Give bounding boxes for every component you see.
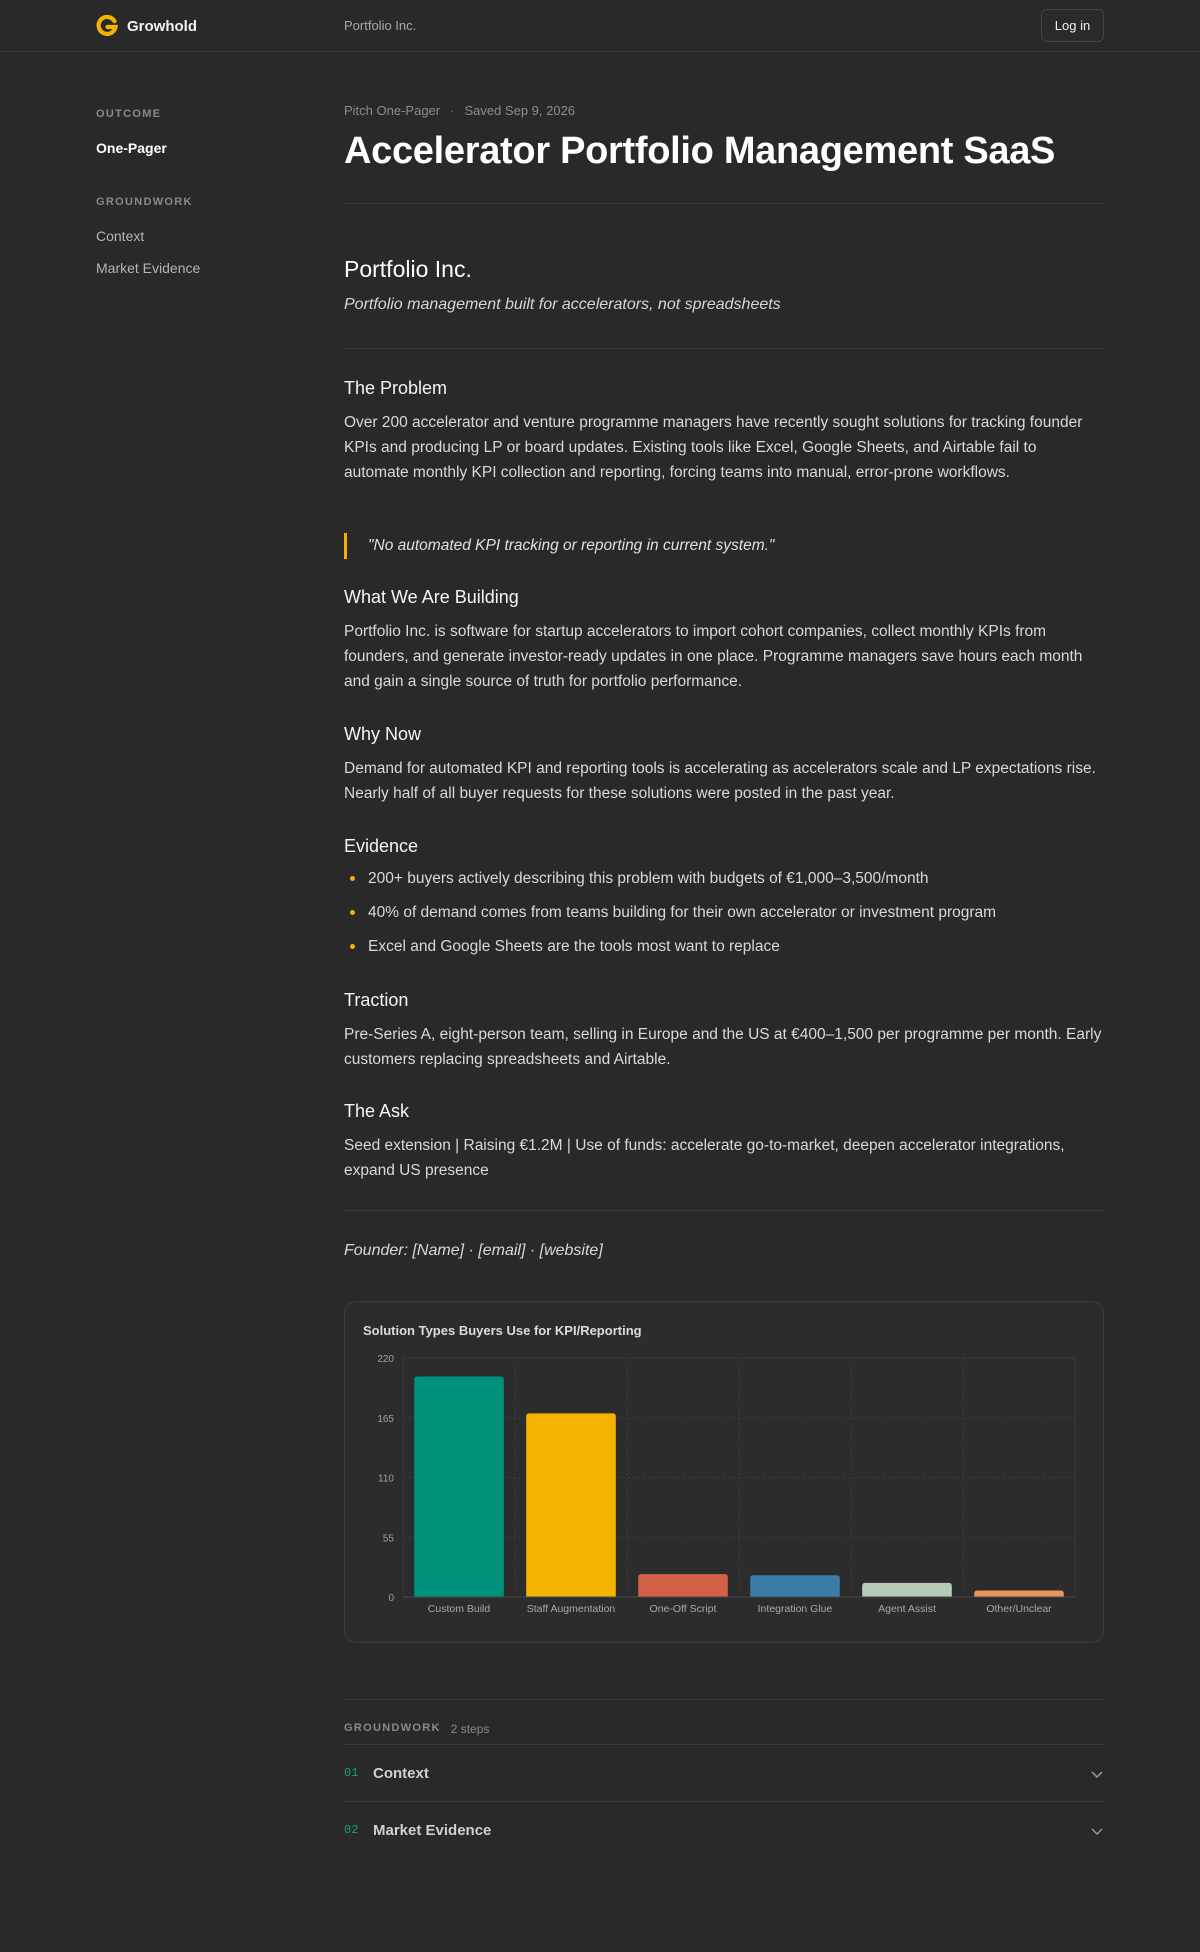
sidebar-item-one-pager[interactable]: One-Pager (96, 140, 167, 156)
evidence-heading: Evidence (344, 836, 419, 856)
divider (344, 348, 1104, 349)
list-item (344, 934, 996, 968)
y-tick-label: 55 (382, 1533, 394, 1545)
meta-separator: · (450, 103, 455, 118)
divider (344, 1210, 1104, 1211)
why-now-heading: Why Now (344, 724, 422, 744)
evidence-item: 200+ buyers actively describing this problem with budgets of €1,000–3,500/month (368, 870, 929, 887)
founder-line: Founder: [Name] · [email] · [website] (344, 1242, 603, 1259)
traction-heading: Traction (344, 990, 409, 1010)
saved-timestamp: Saved Sep 9, 2026 (464, 103, 576, 118)
x-tick-label: One-Off Script (649, 1603, 717, 1615)
y-tick-label: 220 (377, 1354, 394, 1365)
x-tick-label: Agent Assist (878, 1603, 936, 1615)
page-title: Accelerator Portfolio Management SaaS (344, 130, 1056, 172)
ask-heading: The Ask (344, 1101, 410, 1121)
problem-heading: The Problem (344, 378, 448, 398)
step-title: Context (373, 1764, 429, 1782)
bullet-icon (350, 944, 355, 949)
why-now-text: Demand for automated KPI and reporting tools is accelerating as accelerators scale and LP expectations rise. Nearly half of all buyer requests for these solutions were posted in the past year. (344, 760, 1096, 802)
sidebar-heading-groundwork: GROUNDWORK (96, 196, 193, 208)
top-bar (0, 0, 1200, 52)
ask-text: Seed extension | Raising €1.2M | Use of funds: accelerate go-to-market, deepen accelerator integrations, expand US presence (344, 1137, 1065, 1179)
company-name: Portfolio Inc. (344, 256, 472, 282)
doc-meta (344, 103, 575, 118)
bar-chart (345, 1302, 1105, 1644)
breadcrumb[interactable]: Portfolio Inc. (344, 18, 417, 33)
step-number: 02 (344, 1823, 359, 1837)
sidebar-item-market-evidence[interactable]: Market Evidence (96, 260, 201, 276)
x-tick-label: Other/Unclear (986, 1603, 1052, 1615)
step-title: Market Evidence (373, 1821, 492, 1839)
login-button[interactable]: Log in (1041, 9, 1104, 42)
growhold-logo-icon (96, 15, 118, 37)
divider (344, 1699, 1104, 1700)
y-tick-label: 165 (377, 1413, 394, 1425)
evidence-list (344, 866, 996, 968)
step-number: 01 (344, 1766, 359, 1780)
chart-bar (974, 1590, 1064, 1597)
steps-count: 2 steps (450, 1722, 490, 1736)
building-heading: What We Are Building (344, 587, 519, 607)
traction-text: Pre-Series A, eight-person team, selling in Europe and the US at €400–1,500 per programme per month. Early customers replacing spreadsheets and Airtable. (344, 1026, 1102, 1068)
groundwork-heading: GROUNDWORK (344, 1722, 441, 1734)
chart-card (344, 1301, 1104, 1643)
bullet-icon (350, 876, 355, 881)
chart-bar (526, 1413, 616, 1597)
evidence-item: Excel and Google Sheets are the tools most want to replace (368, 938, 780, 955)
chart-bar (862, 1583, 952, 1597)
doc-type: Pitch One-Pager (344, 103, 441, 118)
chevron-down-icon[interactable] (1090, 1767, 1104, 1781)
x-tick-label: Custom Build (427, 1603, 491, 1615)
chart-bar (414, 1376, 504, 1597)
bullet-icon (350, 910, 355, 915)
tagline: Portfolio management built for accelerators, not spreadsheets (344, 296, 781, 313)
x-tick-label: Integration Glue (757, 1603, 833, 1615)
divider (344, 203, 1104, 204)
chart-bar (750, 1575, 840, 1597)
groundwork-label (344, 1722, 489, 1736)
problem-text: Over 200 accelerator and venture programme managers have recently sought solutions for tracking founder KPIs and producing LP or board updates. Existing tools like Excel, Google Sheets, and Airtable fail to automate monthly KPI collection and reporting, forcing teams into manual, error-prone workflows. (344, 414, 1083, 481)
problem-quote: "No automated KPI tracking or reporting in current system." (344, 533, 774, 559)
sidebar-item-context[interactable]: Context (96, 228, 145, 244)
groundwork-step-market-evidence[interactable] (344, 1802, 1104, 1858)
chevron-down-icon[interactable] (1090, 1824, 1104, 1838)
x-tick-label: Staff Augmentation (526, 1603, 616, 1615)
y-tick-label: 110 (378, 1473, 394, 1485)
list-item (344, 900, 996, 934)
brand[interactable] (96, 15, 197, 37)
chart-title: Solution Types Buyers Use for KPI/Reporting (363, 1323, 642, 1338)
chart-bar (638, 1574, 728, 1597)
groundwork-step-context[interactable] (344, 1745, 1104, 1801)
sidebar-heading-outcome: OUTCOME (96, 108, 162, 120)
evidence-item: 40% of demand comes from teams building for their own accelerator or investment program (368, 904, 997, 921)
building-text: Portfolio Inc. is software for startup accelerators to import cohort companies, collect monthly KPIs from founders, and generate investor-ready updates in one place. Programme managers save hours each month and gain a single source of truth for portfolio performance. (344, 623, 1083, 690)
brand-name: Growhold (127, 17, 197, 35)
y-tick-label: 0 (388, 1593, 394, 1604)
list-item (344, 866, 996, 900)
